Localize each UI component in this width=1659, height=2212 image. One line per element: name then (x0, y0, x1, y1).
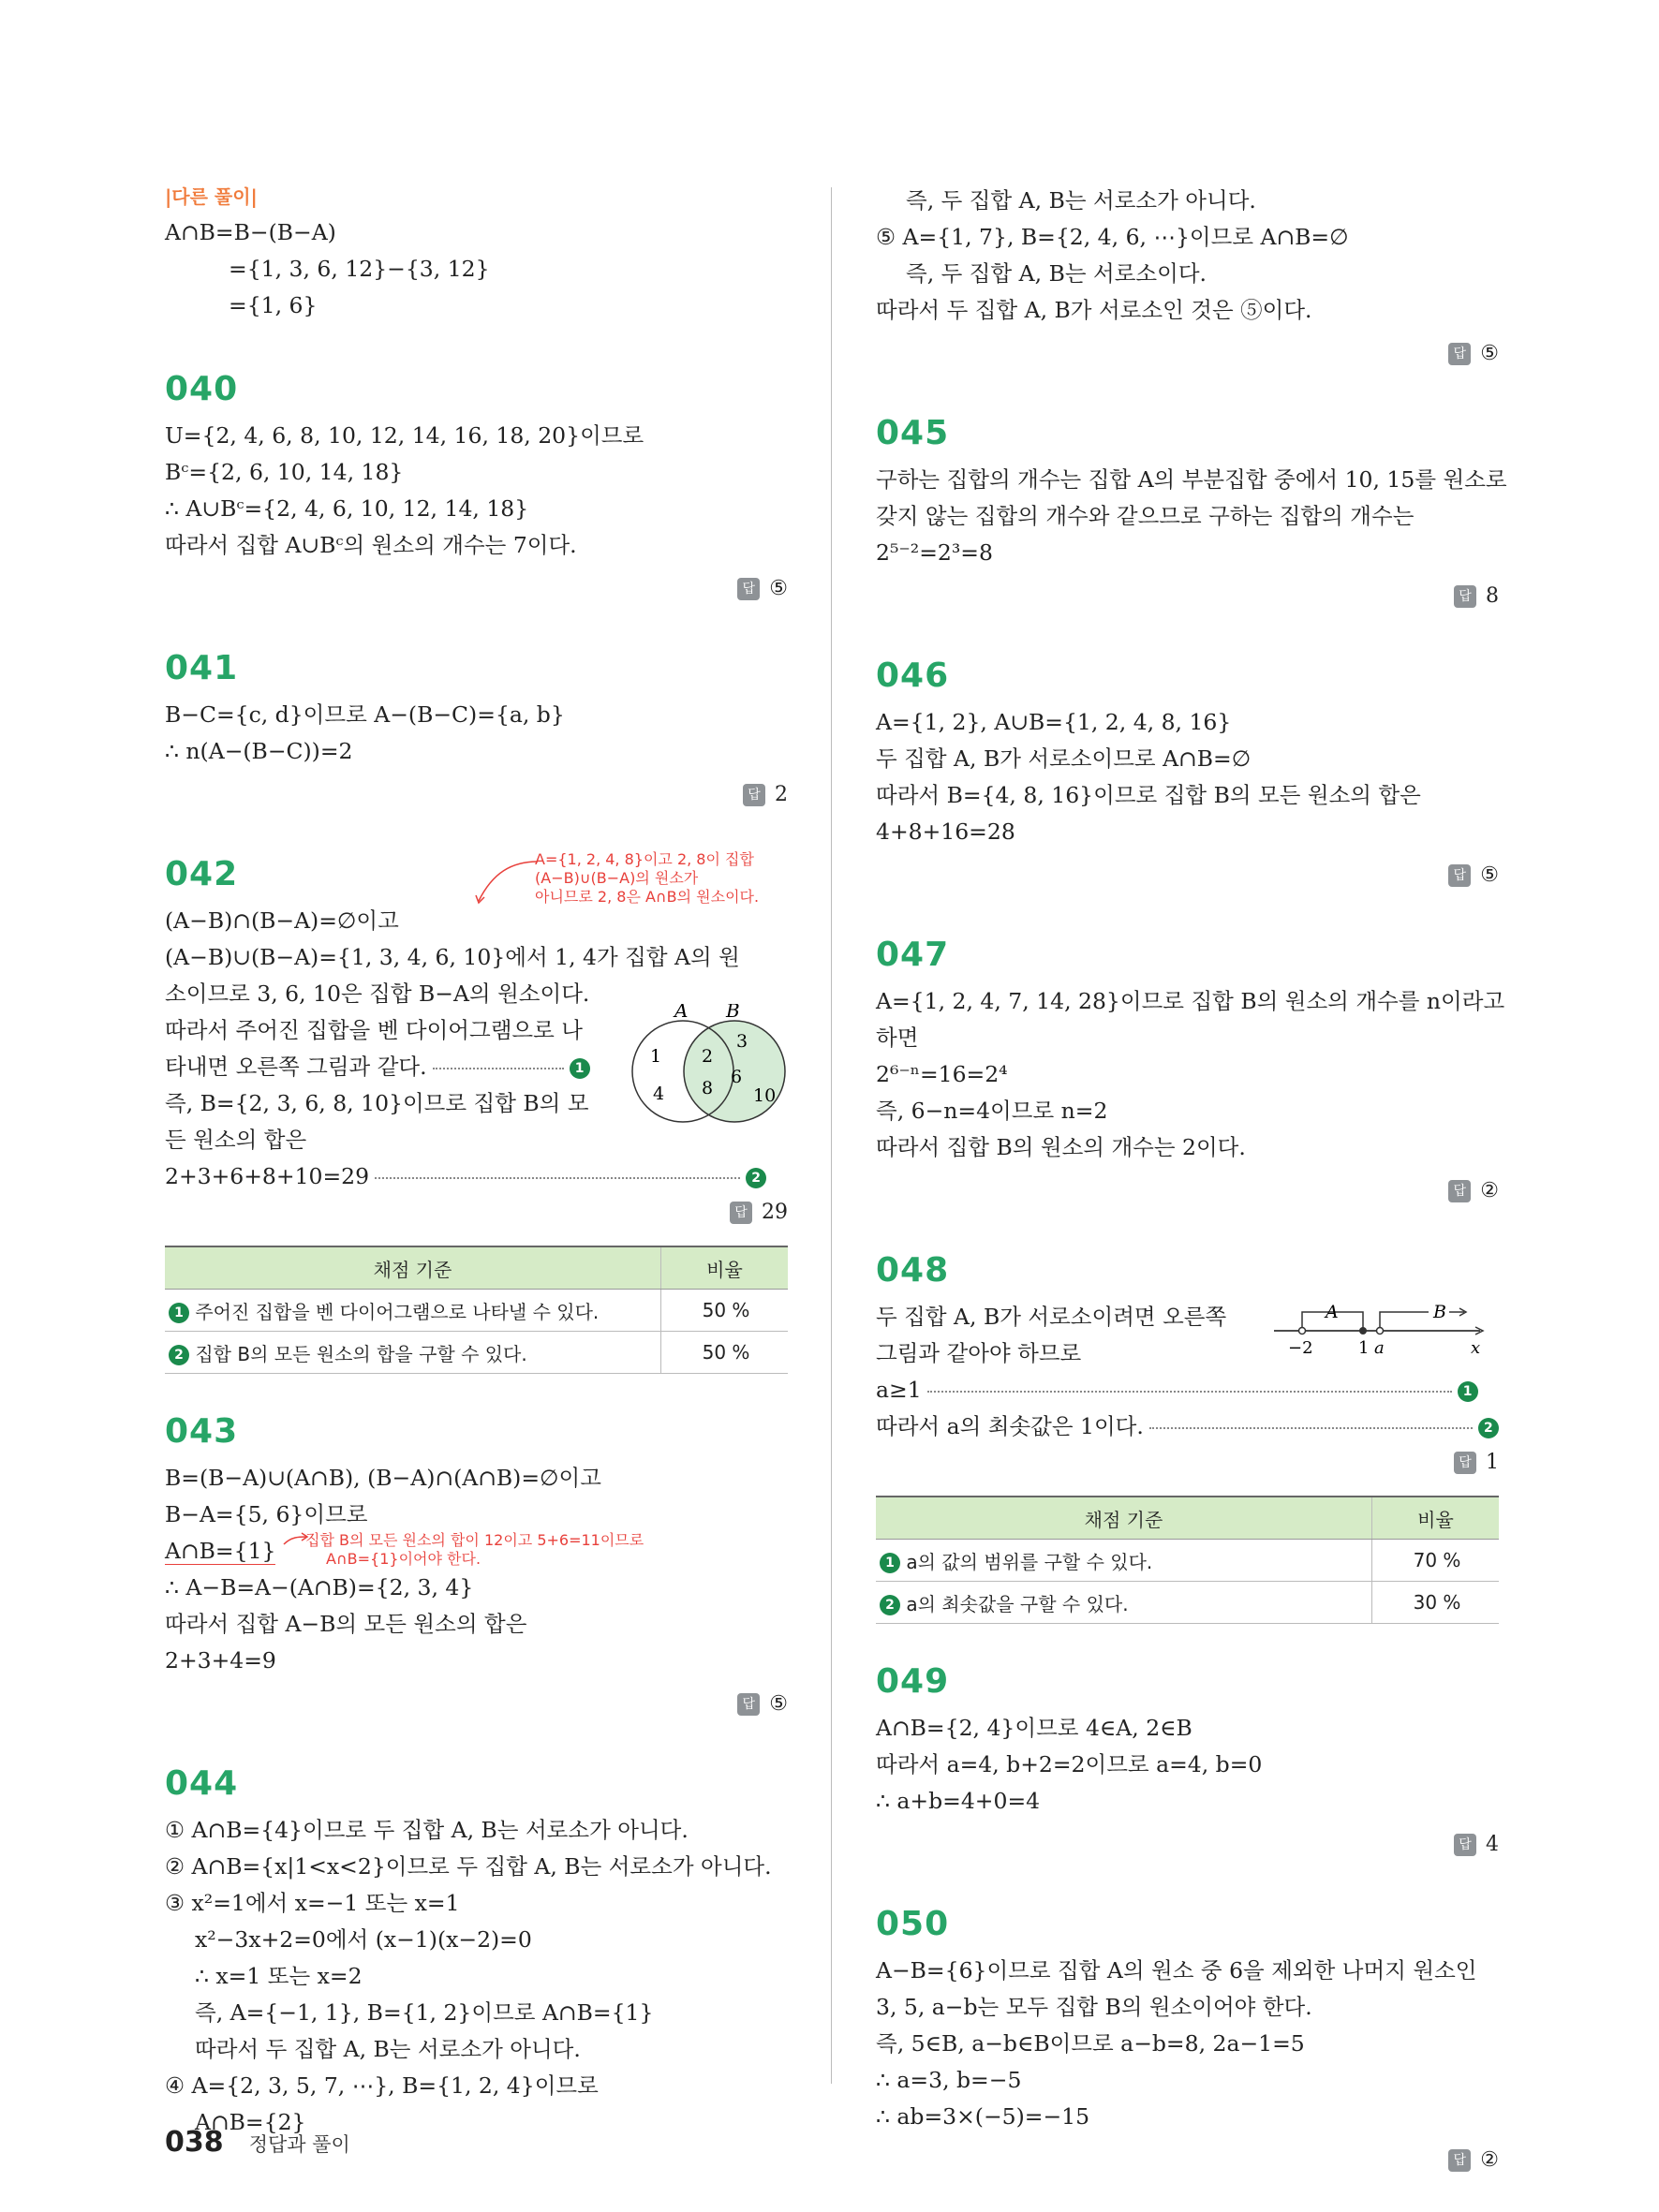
text-line: 따라서 집합 A∪Bᶜ의 원소의 개수는 7이다. (165, 532, 577, 558)
text-line: 그림과 같아야 하므로 (876, 1340, 1082, 1366)
problem-043 (165, 1411, 788, 1718)
text-line: 2⁵⁻²=2³=8 (876, 539, 993, 566)
text-span: a≥1 (876, 1377, 922, 1403)
text-line: U={2, 4, 6, 8, 10, 12, 14, 16, 18, 20}이므로 (165, 422, 644, 449)
text-line: ∴ A−B=A−(A∩B)={2, 3, 4} (165, 1574, 474, 1600)
note-arrow (282, 1531, 310, 1550)
problem-048 (876, 1250, 1499, 1624)
answer-value: 29 (762, 1201, 788, 1224)
text-line: ② A∩B={x|1<x<2}이므로 두 집합 A, B는 서로소가 아니다. (165, 1853, 772, 1880)
note-line: 아니므로 2, 8은 A∩B의 원소이다. (535, 888, 760, 906)
text-line: 따라서 a=4, b+2=2이므로 a=4, b=0 (876, 1751, 1263, 1777)
problem-number: 043 (165, 1412, 239, 1451)
answer-badge: 답 (1448, 1180, 1471, 1202)
text-line: ∴ n(A−(B−C))=2 (165, 738, 353, 764)
problem-number: 047 (876, 936, 950, 974)
text-line: ={1, 3, 6, 12}−{3, 12} (229, 256, 490, 282)
answer-value: ② (1480, 2148, 1499, 2172)
text-line: (A−B)∪(B−A)={1, 3, 4, 6, 10}에서 1, 4가 집합 A의 원 (165, 944, 740, 970)
venn-diagram (613, 1004, 800, 1135)
answer-value: ⑤ (769, 1692, 788, 1716)
text-line: A∩B={2, 4}이므로 4∈A, 2∈B (876, 1715, 1192, 1741)
table-header: 채점 기준 (876, 1497, 1372, 1540)
text-line: ③ x²=1에서 x=−1 또는 x=1 (165, 1890, 460, 1916)
text-line: ⑤ A={1, 7}, B={2, 4, 6, ⋯}이므로 A∩B=∅ (876, 224, 1349, 250)
criterion-text: a의 최솟값을 구할 수 있다. (906, 1592, 1129, 1615)
dotted-leader (375, 1177, 740, 1179)
table-header: 채점 기준 (165, 1246, 661, 1290)
venn-label-a: A (674, 1004, 689, 1022)
text-line: 따라서 두 집합 A, B가 서로소인 것은 ⑤이다. (876, 297, 1312, 323)
text-line (876, 1408, 1499, 1445)
answer (876, 1831, 1499, 1859)
answer (876, 582, 1499, 611)
problem-040 (165, 369, 788, 603)
dotted-leader (927, 1391, 1452, 1393)
answer-badge: 답 (737, 1693, 760, 1716)
text-span: 타내면 오른쪽 그림과 같다. (165, 1054, 427, 1080)
page-title: 정답과 풀이 (248, 2133, 350, 2156)
answer-badge: 답 (1448, 864, 1471, 887)
text-line: 두 집합 A, B가 서로소이려면 오른쪽 (876, 1304, 1227, 1330)
scoring-table-042 (165, 1246, 788, 1374)
text-line: 따라서 B={4, 8, 16}이므로 집합 B의 모든 원소의 합은 (876, 782, 1421, 808)
step-mark-2: 2 (880, 1595, 900, 1615)
alt-label: |다른 풀이| (165, 185, 258, 208)
text-line: ∴ x=1 또는 x=2 (195, 1963, 363, 1989)
text-line: 2⁶⁻ⁿ=16=2⁴ (876, 1061, 1008, 1087)
table-row (876, 1582, 1499, 1624)
right-column (876, 183, 1507, 2175)
text-line (876, 1372, 1499, 1408)
answer-badge: 답 (1448, 343, 1471, 365)
ratio-cell: 70 % (1372, 1540, 1500, 1582)
text-line: A−B={6}이므로 집합 A의 원소 중 6을 제외한 나머지 원소인 (876, 1957, 1477, 1983)
problem-number: 046 (876, 656, 950, 695)
answer (876, 2146, 1499, 2175)
note-line: A={1, 2, 4, 8}이고 2, 8이 집합 (535, 850, 754, 868)
text-line: 따라서 두 집합 A, B는 서로소가 아니다. (195, 2036, 581, 2062)
margin-note (305, 1531, 644, 1569)
step-mark-2: 2 (746, 1168, 766, 1188)
step-mark-1: 1 (880, 1553, 900, 1573)
problem-044-continued (876, 183, 1499, 368)
answer (876, 1449, 1499, 1477)
problem-044 (165, 1763, 788, 2141)
venn-value: 2 (702, 1046, 714, 1067)
problem-049 (876, 1661, 1499, 1859)
problem-042 (165, 850, 788, 1374)
answer-badge: 답 (730, 1202, 752, 1224)
text-line: 4+8+16=28 (876, 818, 1015, 845)
table-header: 비율 (661, 1246, 789, 1290)
text-line: ∴ a+b=4+0=4 (876, 1788, 1041, 1814)
column-divider (831, 187, 832, 2084)
answer-value: ⑤ (769, 577, 788, 600)
note-line: A∩B={1}이어야 한다. (326, 1550, 481, 1568)
answer-value: 8 (1486, 584, 1499, 608)
set-a-label: A (1326, 1302, 1339, 1322)
note-line: (A−B)∪(B−A)의 원소가 (535, 869, 699, 887)
answer (165, 575, 788, 603)
venn-value: 4 (653, 1084, 665, 1104)
ratio-cell: 30 % (1372, 1582, 1500, 1624)
left-column (165, 183, 788, 2141)
problem-047 (876, 935, 1505, 1205)
answer-badge: 답 (743, 784, 765, 806)
text-line: B−C={c, d}이므로 A−(B−C)={a, b} (165, 701, 565, 728)
text-line: ∴ A∪Bᶜ={2, 4, 6, 10, 12, 14, 18} (165, 495, 529, 522)
text-line: 따라서 집합 A−B의 모든 원소의 합은 (165, 1611, 527, 1637)
answer-value: 4 (1486, 1833, 1499, 1856)
answer (876, 862, 1499, 890)
text-line: 즉, 두 집합 A, B는 서로소가 아니다. (906, 187, 1256, 214)
text-line: 소이므로 3, 6, 10은 집합 B−A의 원소이다. (165, 981, 590, 1007)
scoring-table-048 (876, 1496, 1499, 1624)
note-line: 집합 B의 모든 원소의 합이 12이고 5+6=11이므로 (305, 1531, 644, 1549)
answer (876, 1177, 1499, 1205)
answer-badge: 답 (737, 578, 760, 600)
problem-number: 048 (876, 1251, 950, 1290)
venn-value: 3 (736, 1031, 748, 1052)
problem-number: 044 (165, 1764, 239, 1803)
text-line: 구하는 집합의 개수는 집합 A의 부분집합 중에서 10, 15를 원소로 (876, 466, 1507, 493)
margin-note (535, 850, 759, 907)
answer-badge: 답 (1454, 1834, 1476, 1856)
ratio-cell: 50 % (661, 1332, 789, 1374)
text-line: A={1, 2, 4, 7, 14, 28}이므로 집합 B의 원소의 개수를 n이라고 (876, 988, 1505, 1014)
text-line: A∩B={2} (195, 2109, 306, 2135)
text-line: 3, 5, a−b는 모두 집합 B의 원소이어야 한다. (876, 1994, 1312, 2020)
text-line: B=(B−A)∪(A∩B), (B−A)∩(A∩B)=∅이고 (165, 1465, 601, 1491)
problem-number: 041 (165, 649, 239, 687)
text-line: 든 원소의 합은 (165, 1127, 307, 1153)
problem-041 (165, 648, 788, 809)
set-b-bracket (1380, 1312, 1429, 1331)
table-row (165, 1290, 788, 1332)
axis-label: x (1471, 1338, 1481, 1358)
problem-number: 049 (876, 1662, 950, 1701)
step-mark-1: 1 (169, 1303, 189, 1323)
text-line: 따라서 주어진 집합을 벤 다이어그램으로 나 (165, 1017, 583, 1043)
answer-badge: 답 (1448, 2149, 1471, 2172)
problem-050 (876, 1904, 1499, 2175)
problem-number: 040 (165, 370, 239, 408)
text-line: 즉, 두 집합 A, B는 서로소이다. (906, 260, 1207, 287)
page-footer (165, 2126, 350, 2159)
text-line: 갖지 않는 집합의 개수와 같으므로 구하는 집합의 개수는 (876, 503, 1415, 529)
text-line: A∩B=B−(B−A) (165, 219, 336, 245)
text-span: 2+3+6+8+10=29 (165, 1163, 370, 1189)
answer (165, 1199, 788, 1227)
criterion-text: 집합 B의 모든 원소의 합을 구할 수 있다. (195, 1342, 527, 1365)
text-line: 두 집합 A, B가 서로소이므로 A∩B=∅ (876, 745, 1252, 772)
answer-value: ⑤ (1480, 342, 1499, 365)
page-number: 038 (165, 2126, 224, 2159)
problem-046 (876, 656, 1499, 890)
answer (165, 781, 788, 809)
problem-number: 050 (876, 1905, 950, 1943)
answer-badge: 답 (1454, 585, 1476, 608)
underlined-text: A∩B={1} (165, 1538, 276, 1564)
table-row (165, 1332, 788, 1374)
tick-label: −2 (1288, 1338, 1313, 1358)
text-line: ∴ a=3, b=−5 (876, 2067, 1022, 2093)
table-header: 비율 (1372, 1497, 1500, 1540)
venn-value: 8 (702, 1078, 714, 1099)
text-line: x²−3x+2=0에서 (x−1)(x−2)=0 (195, 1926, 532, 1953)
dotted-leader (1149, 1427, 1473, 1429)
problem-045 (876, 413, 1507, 611)
text-line: B−A={5, 6}이므로 (165, 1501, 368, 1527)
tick-label: a (1374, 1338, 1385, 1358)
venn-value: 1 (650, 1046, 662, 1067)
answer (165, 1690, 788, 1718)
dotted-leader (433, 1068, 564, 1069)
step-mark-1: 1 (570, 1058, 590, 1079)
venn-label-b: B (726, 1004, 740, 1022)
text-line: 2+3+4=9 (165, 1647, 276, 1674)
ratio-cell: 50 % (661, 1290, 789, 1332)
criterion-text: a의 값의 범위를 구할 수 있다. (906, 1550, 1153, 1573)
venn-value: 6 (731, 1067, 743, 1087)
venn-value: 10 (753, 1085, 777, 1106)
text-line: 즉, B={2, 3, 6, 8, 10}이므로 집합 B의 모 (165, 1090, 589, 1116)
criterion-text: 주어진 집합을 벤 다이어그램으로 나타낼 수 있다. (195, 1300, 600, 1323)
answer-value: ⑤ (1480, 863, 1499, 887)
set-b-label: B (1433, 1302, 1446, 1322)
step-mark-2: 2 (169, 1345, 189, 1365)
step-mark-2: 2 (1478, 1418, 1499, 1438)
text-line: 하면 (876, 1025, 919, 1051)
text-line: (A−B)∩(B−A)=∅이고 (165, 907, 399, 934)
text-line: ={1, 6} (229, 292, 318, 318)
answer-value: 1 (1486, 1451, 1499, 1474)
text-line: 따라서 집합 B의 원소의 개수는 2이다. (876, 1134, 1246, 1160)
answer-value: ② (1480, 1179, 1499, 1202)
number-line (1269, 1295, 1499, 1361)
text-line: ∴ ab=3×(−5)=−15 (876, 2103, 1090, 2130)
text-line: ④ A={2, 3, 5, 7, ⋯}, B={1, 2, 4}이므로 (165, 2072, 599, 2099)
alt-solution (165, 183, 788, 324)
text-line: 즉, 5∈B, a−b∈B이므로 a−b=8, 2a−1=5 (876, 2030, 1305, 2057)
problem-number: 042 (165, 855, 239, 893)
answer-value: 2 (775, 783, 788, 806)
problem-number: 045 (876, 414, 950, 452)
tick-label: 1 (1358, 1338, 1370, 1358)
text-line: Bᶜ={2, 6, 10, 14, 18} (165, 459, 404, 485)
text-line (165, 1158, 788, 1195)
table-row (876, 1540, 1499, 1582)
text-line: ① A∩B={4}이므로 두 집합 A, B는 서로소가 아니다. (165, 1817, 689, 1843)
text-line: A={1, 2}, A∪B={1, 2, 4, 8, 16} (876, 709, 1232, 735)
text-line: 즉, 6−n=4이므로 n=2 (876, 1098, 1108, 1124)
answer-badge: 답 (1454, 1452, 1476, 1474)
answer (876, 340, 1499, 368)
step-mark-1: 1 (1458, 1381, 1478, 1402)
text-span: 따라서 a의 최솟값은 1이다. (876, 1413, 1144, 1439)
text-line: 즉, A={−1, 1}, B={1, 2}이므로 A∩B={1} (195, 1999, 654, 2026)
note-arrow (465, 854, 540, 910)
